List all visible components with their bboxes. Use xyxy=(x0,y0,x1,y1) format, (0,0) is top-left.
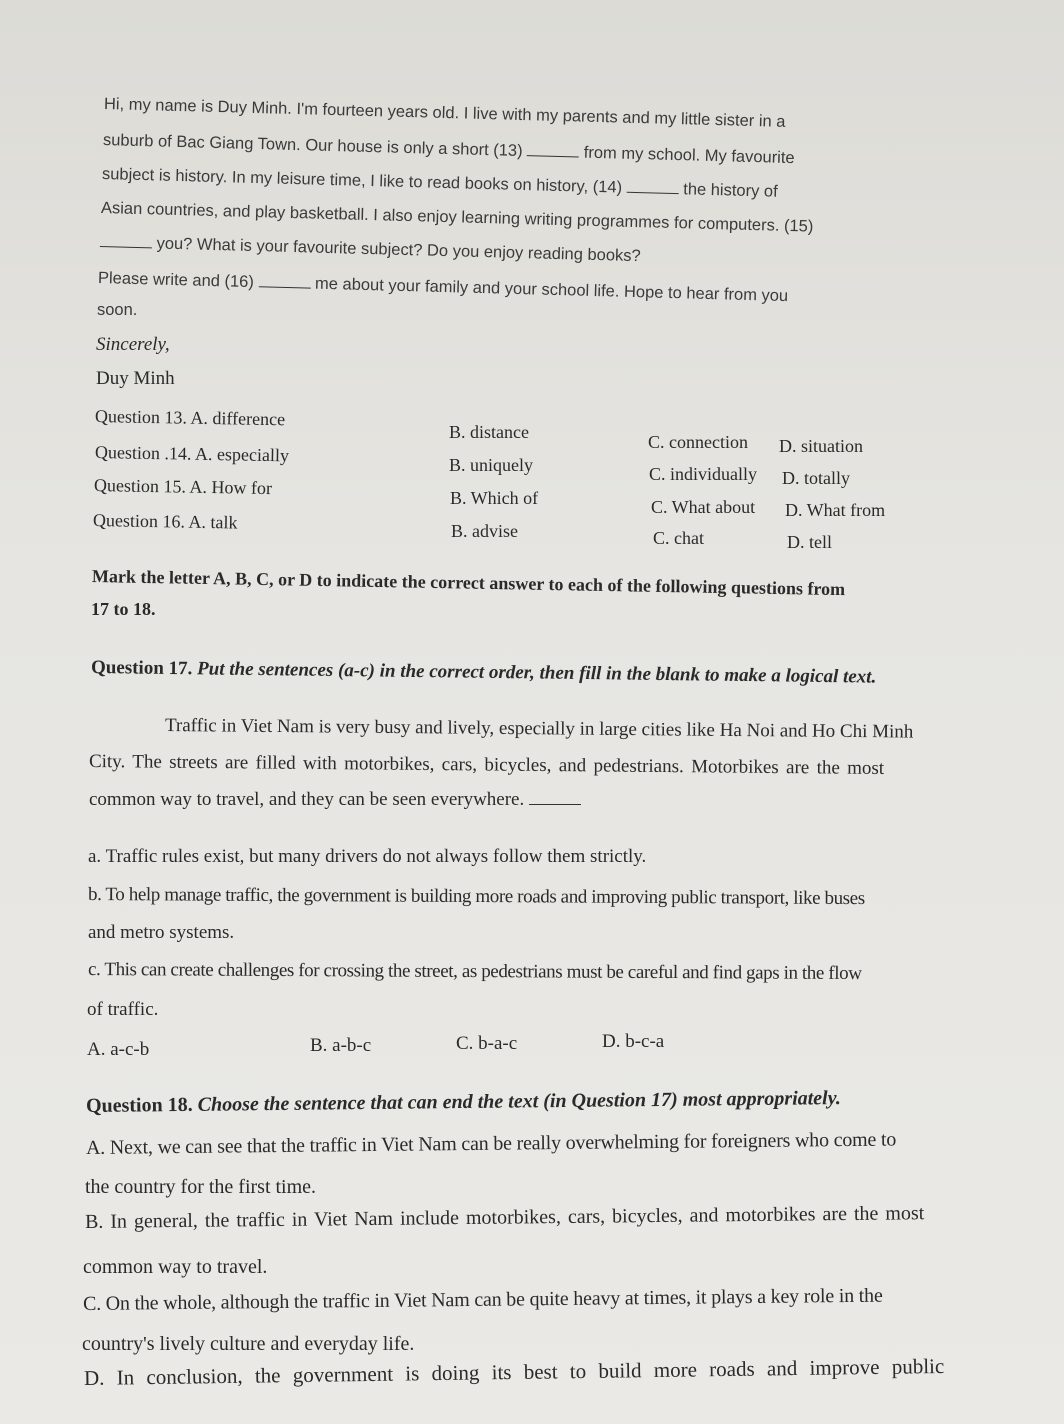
question-15-option-c: C. What about xyxy=(651,497,756,517)
blank-16 xyxy=(258,272,310,288)
letter-line-3-post: the history of xyxy=(683,180,778,201)
q17-option-c: C. b-a-c xyxy=(456,1033,518,1054)
letter-line-4: Asian countries, and play basketball. I also enjoy learning writing programmes for computers. (15) xyxy=(100,199,814,236)
q18-option-a-line-2: the country for the first time. xyxy=(85,1176,317,1198)
q17-paragraph-line-1: Traffic in Viet Nam is very busy and lively, especially in large cities like Ha Noi and Ho Chi Minh xyxy=(164,715,914,743)
question-13-label: Question 13. A. difference xyxy=(94,406,286,430)
question-14-option-c: C. individually xyxy=(649,464,757,484)
question-16-option-b: B. advise xyxy=(451,521,518,541)
q18-option-c-line-2: country's lively culture and everyday life. xyxy=(82,1333,415,1355)
instruction-line-2: 17 to 18. xyxy=(91,599,156,619)
letter-line-6-pre: Please write and (16) xyxy=(97,269,255,292)
letter-signature: Duy Minh xyxy=(96,368,175,389)
question-16-label: Question 16. A. talk xyxy=(92,510,238,533)
question-17-heading xyxy=(91,656,877,690)
q17-option-b: B. a-b-c xyxy=(310,1035,372,1056)
q18-option-d-line-1: D. In conclusion, the government is doing its best to build more roads and improve public xyxy=(83,1353,945,1390)
letter-line-6-post: me about your family and your school life. Hope to hear from you xyxy=(314,274,789,306)
q18-option-c-line-1: C. On the whole, although the traffic in Viet Nam can be quite heavy at times, it plays a key role in the xyxy=(82,1284,883,1315)
question-18-prompt: Choose the sentence that can end the text (in Question 17) most appropriately. xyxy=(197,1087,841,1116)
question-18-heading xyxy=(86,1086,841,1118)
letter-line-3 xyxy=(102,162,778,204)
q17-sentence-b-line-2: and metro systems. xyxy=(88,922,235,943)
question-14-option-d: D. totally xyxy=(782,468,850,488)
q17-paragraph-line-2: City. The streets are filled with motorbikes, cars, bicycles, and pedestrians. Motorbikes are the most xyxy=(88,751,885,779)
question-18-label: Question 18. xyxy=(85,1093,193,1117)
letter-line-3-pre: subject is history. In my leisure time, I like to read books on history, (14) xyxy=(101,165,623,197)
question-17-label: Question 17. xyxy=(90,657,193,680)
blank-15 xyxy=(100,232,152,248)
question-14-label: Question .14. A. especially xyxy=(94,442,290,466)
question-13-option-d: D. situation xyxy=(779,436,863,456)
q17-option-d: D. b-c-a xyxy=(602,1031,665,1052)
q17-sentence-b-line-1: b. To help manage traffic, the government is building more roads and improving public transport, like buses xyxy=(87,884,865,910)
question-13-option-c: C. connection xyxy=(648,432,748,452)
letter-line-5-text: you? What is your favourite subject? Do you enjoy reading books? xyxy=(156,234,641,266)
q18-option-b-line-2: common way to travel. xyxy=(83,1256,268,1278)
q18-option-b-line-1: B. In general, the traffic in Viet Nam include motorbikes, cars, bicycles, and motorbikes are the most xyxy=(84,1202,925,1233)
question-15-option-d: D. What from xyxy=(785,500,886,520)
letter-line-6 xyxy=(98,266,789,308)
q17-blank xyxy=(529,790,581,805)
letter-closing: Sincerely, xyxy=(96,334,170,355)
question-14-option-b: B. uniquely xyxy=(449,455,533,475)
blank-14 xyxy=(627,178,679,194)
question-13-option-b: B. distance xyxy=(449,422,529,442)
instruction-line-1: Mark the letter A, B, C, or D to indicate the correct answer to each of the following questions from xyxy=(91,566,846,600)
question-16-option-d: D. tell xyxy=(787,532,832,552)
letter-line-5 xyxy=(100,230,641,268)
question-16-option-c: C. chat xyxy=(653,528,704,548)
q17-paragraph-line-3 xyxy=(89,788,581,812)
q17-paragraph-line-3-text: common way to travel, and they can be seen everywhere. xyxy=(89,789,525,810)
q17-sentence-c-line-1: c. This can create challenges for crossing the street, as pedestrians must be careful and find gaps in the flow xyxy=(87,959,862,985)
question-15-label: Question 15. A. How for xyxy=(93,475,273,499)
question-17-prompt: Put the sentences (a-c) in the correct order, then fill in the blank to make a logical text. xyxy=(196,658,877,688)
letter-line-1: Hi, my name is Duy Minh. I'm fourteen years old. I live with my parents and my little sister in a xyxy=(103,95,786,131)
q17-sentence-a: a. Traffic rules exist, but many drivers do not always follow them strictly. xyxy=(88,846,647,867)
letter-line-2-post: from my school. My favourite xyxy=(583,143,795,168)
blank-13 xyxy=(527,141,579,157)
q17-option-a: A. a-c-b xyxy=(87,1039,150,1060)
q18-option-a-line-1: A. Next, we can see that the traffic in Viet Nam can be really overwhelming for foreigners who come to xyxy=(85,1128,897,1159)
letter-line-7: soon. xyxy=(97,301,138,319)
question-15-option-b: B. Which of xyxy=(450,488,539,508)
q17-sentence-c-line-2: of traffic. xyxy=(87,999,159,1020)
letter-line-2-pre: suburb of Bac Giang Town. Our house is only a short (13) xyxy=(102,131,523,160)
